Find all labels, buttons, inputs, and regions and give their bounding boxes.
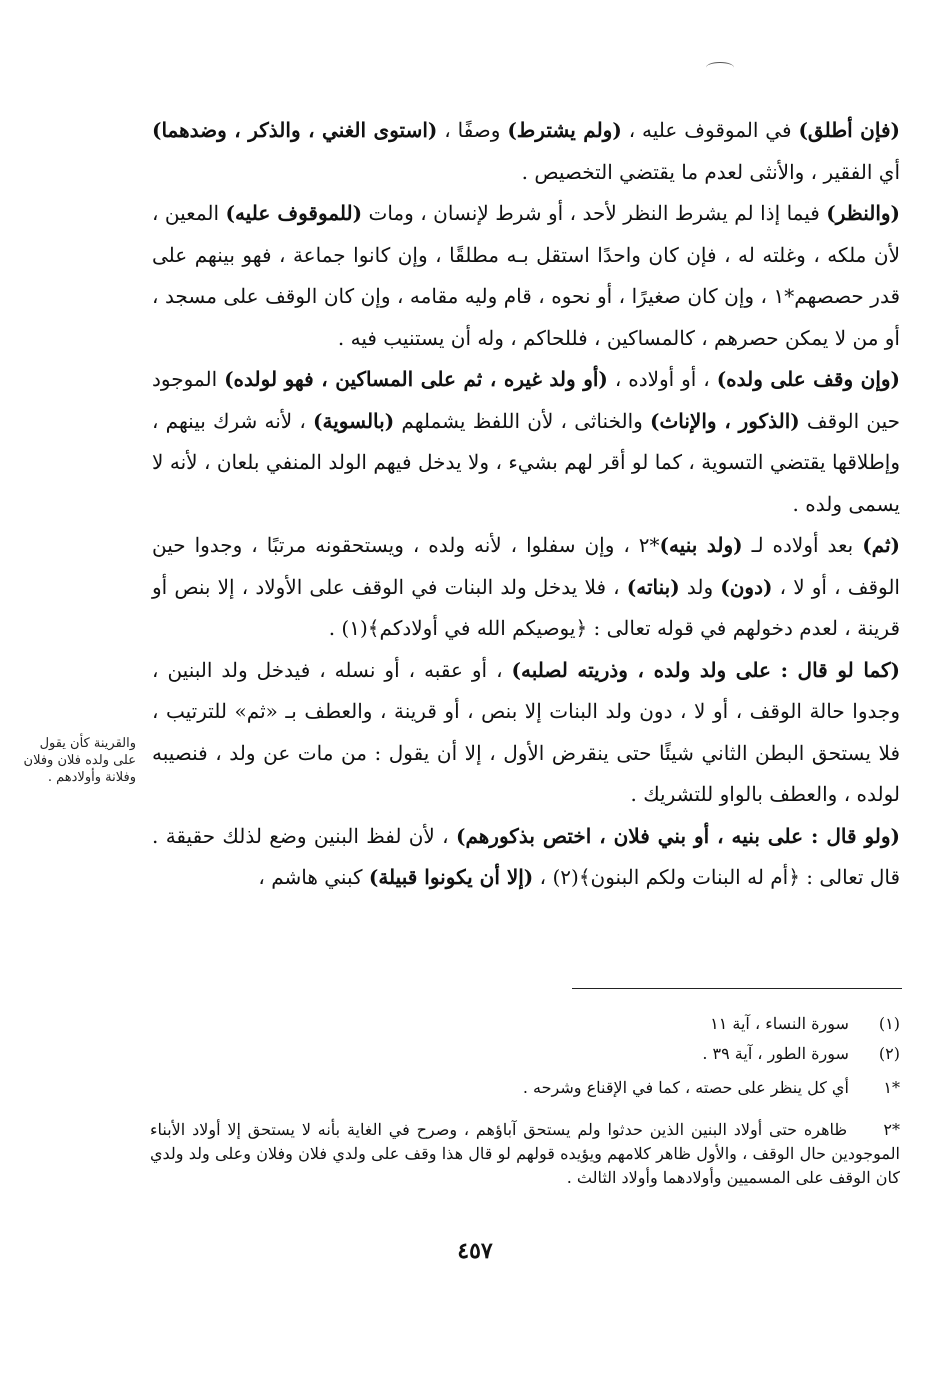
page-corner-mark bbox=[706, 62, 734, 73]
footnote-2 bbox=[150, 1042, 900, 1066]
text-run: أي الفقير ، والأنثى لعدم ما يقتضي التخصيص . bbox=[521, 159, 900, 184]
text-run: المعين ، لأن ملكه ، وغلته له ، فإن كان واحدًا استقل بـه مطلقًا ، وإن كانوا جماعة ، فهو بينهم على قدر حصصهم*١ ، وإن كان صغيرًا ، أو نحوه ، قام وليه مقامه ، وإن كان الوقف على مسجد ، أو من لا يمكن حصرهم ، كالمساكين ، فللحاكم ، وله أن يستنيب فيه . bbox=[152, 201, 900, 350]
paragraph-3 bbox=[152, 359, 900, 525]
paragraph-5 bbox=[152, 650, 900, 816]
bold-phrase: (فإن أطلق) bbox=[798, 118, 900, 142]
footnote-number: (٢) bbox=[878, 1044, 900, 1063]
margin-note: والقرينة كأن يقول على ولده فلان وفلان وفلانة وأولادهم . bbox=[23, 736, 136, 785]
bold-phrase: (ثم) bbox=[862, 533, 900, 557]
text-run: *٢ ، وإن سفلوا ، لأنه ولده ، ويستحقونه مرتبًا ، وجدوا حين الوقف ، أو لا ، bbox=[152, 533, 900, 599]
footnote-number: (١) bbox=[878, 1014, 900, 1033]
paragraph-4 bbox=[152, 525, 900, 650]
bold-phrase: (أو ولد غيره ، ثم على المساكين ، فهو لولده) bbox=[224, 367, 608, 391]
bold-phrase: (للموقوف عليه) bbox=[225, 201, 363, 225]
page-number: ٤٥٧ bbox=[457, 1238, 493, 1264]
text-run: ، لأن لفظ البنين وضع لذلك حقيقة . قال تعالى : ﴿أم له البنات ولكم البنون﴾(٢) ، bbox=[152, 823, 900, 889]
footnote-4 bbox=[150, 1118, 900, 1190]
bold-phrase: (ولم يشترط) bbox=[507, 118, 622, 142]
text-run: الموجود حين الوقف bbox=[152, 367, 900, 433]
text-run: فيما إذا لم يشرط النظر لأحد ، أو شرط لإنسان ، ومات bbox=[362, 201, 827, 225]
footnote-text: ظاهره حتى أولاد البنين الذين حدثوا ولم يستحق آباؤهم ، وصرح في الغاية بأنه لا يستحق إلا أولاد الأبناء الموجودين حال الوقف ، والأول ظاهر كلامهم ويؤيده قولهم لو قال هذا وقف على ولدي فلان وفلان وعلى ولد ولدي كان الوقف على المسميين وأولادهما وأولاد الثالث . bbox=[150, 1120, 900, 1187]
text-run: ، فلا يدخل ولد البنات في الوقف على الأولاد ، إلا بنص أو قرينة ، لعدم دخولهم في قوله تعالى : ﴿يوصيكم الله في أولادكم﴾(١) . bbox=[152, 574, 900, 640]
main-text bbox=[152, 110, 900, 899]
footnote-number: *١ bbox=[883, 1078, 900, 1097]
bold-phrase: (ولو قال : على بنيه ، أو بني فلان ، اختص بذكورهم) bbox=[455, 823, 900, 848]
text-run: وصفًا ، bbox=[437, 118, 508, 142]
bold-phrase: (وإن وقف على ولده) bbox=[716, 367, 901, 391]
footnote-text: سورة النساء ، آية ١١ bbox=[710, 1014, 849, 1033]
paragraph-2 bbox=[152, 193, 900, 359]
footnote-separator bbox=[572, 988, 902, 989]
bold-phrase: (والنظر) bbox=[826, 201, 901, 225]
text-run: ، لأنه شرك بينهم ، وإطلاقها يقتضي التسوية ، كما لو أقر لهم بشيء ، ولا يدخل فيهم الولد المنفي بلعان ، لأنه لا يسمى ولده . bbox=[152, 408, 900, 516]
footnote-3 bbox=[150, 1076, 900, 1100]
paragraph-6 bbox=[152, 816, 900, 899]
footnote-text: سورة الطور ، آية ٣٩ . bbox=[702, 1044, 849, 1063]
bold-phrase: (بالسوية) bbox=[313, 408, 395, 433]
bold-phrase: (إلا أن يكونوا قبيلة) bbox=[368, 865, 534, 889]
text-run: والخناثى ، لأن اللفظ يشملهم bbox=[394, 408, 650, 433]
bold-phrase: (استوى الغني ، والذكر ، وضدهما) bbox=[152, 118, 438, 142]
bold-phrase: (ولد بنيه) bbox=[659, 533, 743, 557]
footnote-text: أي كل ينظر على حصته ، كما في الإقناع وشرحه . bbox=[522, 1078, 849, 1097]
text-run: كبني هاشم ، bbox=[258, 865, 369, 889]
footnote-number: *٢ bbox=[883, 1120, 900, 1139]
text-run: بعد أولاده لـ bbox=[742, 533, 863, 557]
text-run: في الموقوف عليه ، bbox=[621, 118, 799, 142]
text-run: ، أو أولاده ، bbox=[607, 367, 717, 391]
footnote-1 bbox=[150, 1012, 900, 1036]
bold-phrase: (الذكور ، والإناث) bbox=[649, 408, 800, 433]
text-run: ، أو عقبه ، أو نسله ، فيدخل ولد البنين ، وجدوا حالة الوقف ، أو لا ، دون ولد البنات إلا بنص ، أو قرينة ، والعطف بـ «ثم» للترتيب ، فلا يستحق البطن الثاني شيئًا حتى ينقرض الأول ، إلا أن يقول : من مات عن ولد ، فنصيبه لولده ، والعطف بالواو للتشريك . bbox=[152, 657, 900, 806]
paragraph-1 bbox=[152, 110, 900, 193]
bold-phrase: (بناته) bbox=[626, 574, 680, 599]
bold-phrase: (دون) bbox=[720, 574, 773, 599]
text-run: ولد bbox=[679, 574, 721, 599]
bold-phrase: (كما لو قال : على ولد ولده ، وذريته لصلبه) bbox=[511, 657, 900, 682]
